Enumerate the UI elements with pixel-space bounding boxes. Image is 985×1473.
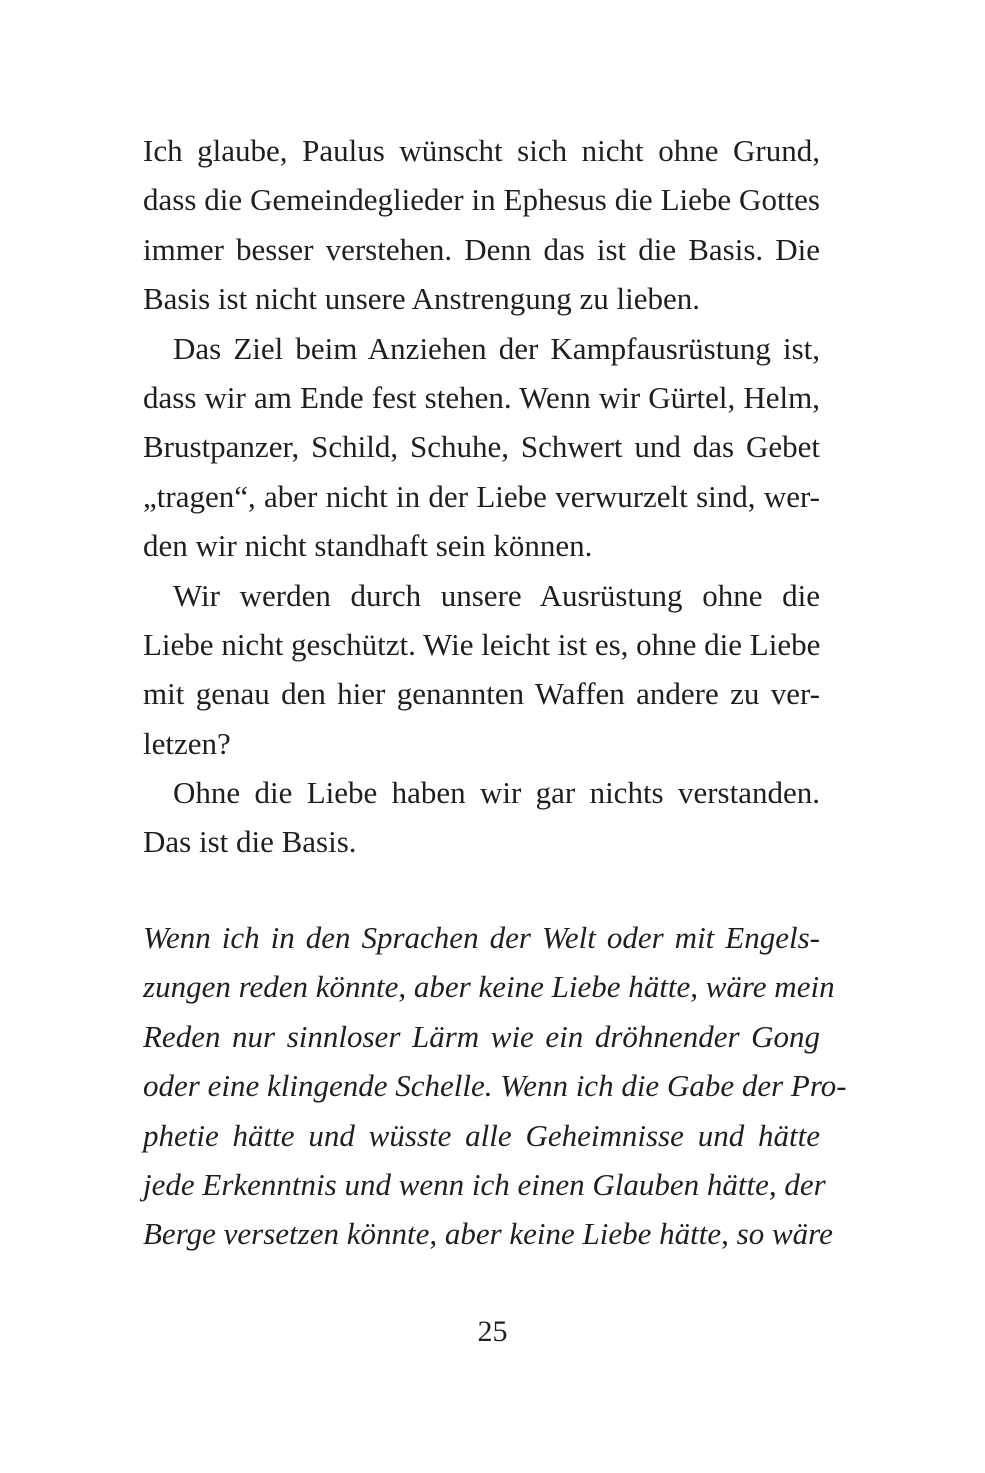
page-number: 25 — [477, 1315, 508, 1348]
text-line: Ohne die Liebe haben wir gar nichts verstanden. — [173, 775, 820, 811]
text-line: Basis ist nicht unsere Anstrengung zu lieben. — [143, 281, 701, 317]
text-line: dass wir am Ende fest stehen. Wenn wir Gürtel, Helm, — [143, 379, 820, 415]
quote-line: Reden nur sinnloser Lärm wie ein dröhnender Gong — [143, 1018, 820, 1054]
text-line: Wir werden durch unsere Ausrüstung ohne die — [173, 577, 820, 613]
text-line: Ich glaube, Paulus wünscht sich nicht ohne Grund, — [143, 133, 820, 168]
quote-line: jede Erkenntnis und wenn ich einen Glauben hätte, der — [143, 1166, 826, 1202]
text-line: letzen? — [143, 725, 231, 761]
text-line: dass die Gemeindeglieder in Ephesus die Liebe Gottes — [143, 182, 820, 218]
quote-line: Berge versetzen könnte, aber keine Liebe hätte, so wäre — [143, 1216, 833, 1252]
bible-quote — [143, 913, 847, 1259]
text-line: Das Ziel beim Anziehen der Kampfausrüstung ist, — [173, 330, 820, 366]
quote-line: Wenn ich in den Sprachen der Welt oder mit Engels- — [143, 920, 820, 955]
quote-line: phetie hätte und wüsste alle Geheimnisse und hätte — [143, 1117, 820, 1153]
text-line: immer besser verstehen. Denn das ist die Basis. Die — [143, 231, 820, 267]
body-text — [143, 126, 820, 867]
text-line: Liebe nicht geschützt. Wie leicht ist es, ohne die Liebe — [143, 626, 821, 662]
text-line: „tragen“, aber nicht in der Liebe verwurzelt sind, wer- — [143, 478, 820, 514]
text-line: Brustpanzer, Schild, Schuhe, Schwert und das Gebet — [143, 429, 820, 465]
text-line: den wir nicht standhaft sein können. — [143, 528, 593, 564]
text-line: Das ist die Basis. — [143, 824, 357, 860]
quote-line: zungen reden könnte, aber keine Liebe hätte, wäre mein — [143, 969, 835, 1005]
text-line: mit genau den hier genannten Waffen andere zu ver- — [143, 676, 820, 712]
quote-line: oder eine klingende Schelle. Wenn ich die Gabe der Pro- — [143, 1068, 847, 1104]
